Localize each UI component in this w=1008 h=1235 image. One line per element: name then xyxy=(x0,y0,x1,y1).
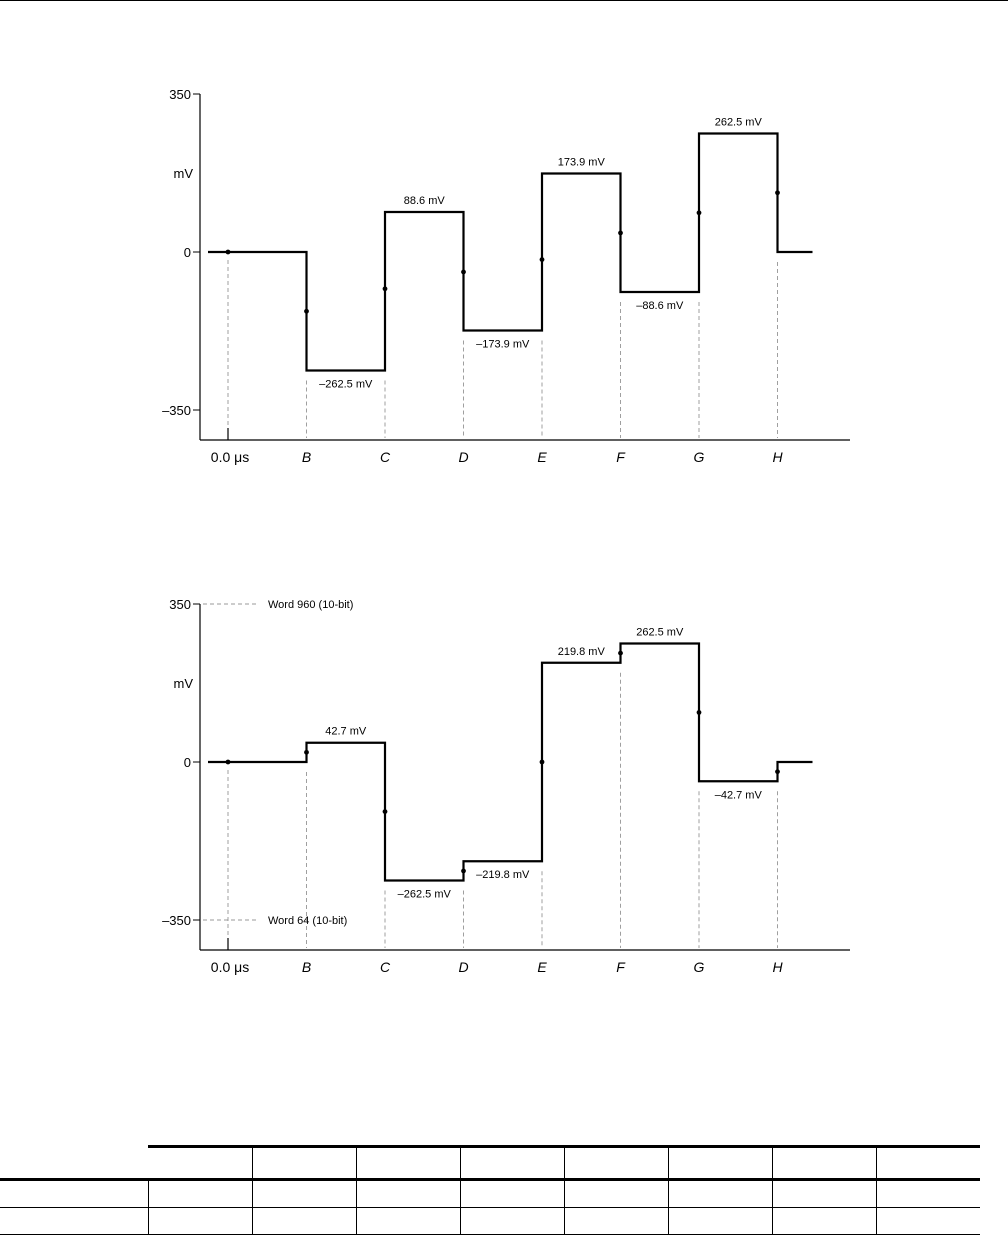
y-axis-label: mV xyxy=(173,166,193,181)
x-tick-label: 0.0 μs xyxy=(210,959,250,975)
level-label: 42.7 mV xyxy=(325,725,367,738)
sample-point xyxy=(226,250,231,255)
sample-point xyxy=(461,868,466,873)
table-cell xyxy=(252,1208,356,1235)
table-cell xyxy=(564,1208,668,1235)
sample-point xyxy=(540,760,545,765)
sample-point xyxy=(226,760,231,765)
table-cell xyxy=(668,1208,772,1235)
sample-point xyxy=(461,270,466,275)
page-top-rule xyxy=(0,0,1008,1)
level-label: –173.9 mV xyxy=(476,338,530,351)
y-tick-label: 350 xyxy=(169,87,191,102)
x-tick-label: G xyxy=(693,449,705,465)
x-tick-label: B xyxy=(301,449,312,465)
y-tick-label: –350 xyxy=(162,403,191,418)
table-cell xyxy=(564,1180,668,1208)
table-corner-cell xyxy=(0,1147,148,1180)
table-header-cell xyxy=(772,1147,876,1180)
y-axis-label: mV xyxy=(173,676,193,691)
y-tick-label: –350 xyxy=(162,913,191,928)
table-header-cell xyxy=(564,1147,668,1180)
table-cell xyxy=(460,1208,564,1235)
level-label: –262.5 mV xyxy=(319,378,373,391)
x-tick-label: C xyxy=(379,449,391,465)
table-row-label xyxy=(0,1180,148,1208)
x-tick-label: H xyxy=(772,449,783,465)
waveform-series xyxy=(208,134,813,371)
sample-point xyxy=(697,710,702,715)
x-tick-label: E xyxy=(537,959,547,975)
table-header-cell xyxy=(252,1147,356,1180)
x-tick-label: C xyxy=(379,959,391,975)
table-cell xyxy=(460,1180,564,1208)
sample-point xyxy=(304,309,309,314)
table-row xyxy=(0,1180,980,1208)
table-header-cell xyxy=(356,1147,460,1180)
table-header-cell xyxy=(148,1147,252,1180)
sample-point xyxy=(618,651,623,656)
level-label: 88.6 mV xyxy=(403,195,445,208)
sample-point xyxy=(383,809,388,814)
y-tick-label: 0 xyxy=(183,755,191,770)
level-label: 262.5 mV xyxy=(714,116,762,129)
x-tick-label: B xyxy=(301,959,312,975)
sample-point xyxy=(697,210,702,215)
reference-label: Word 64 (10-bit) xyxy=(268,915,348,927)
waveform-series xyxy=(208,644,813,881)
sample-point xyxy=(618,231,623,236)
sample-point xyxy=(383,286,388,291)
table-cell xyxy=(772,1208,876,1235)
level-label: –219.8 mV xyxy=(476,869,530,882)
x-tick-label: G xyxy=(693,959,705,975)
level-label: –262.5 mV xyxy=(397,888,451,901)
level-label: 173.9 mV xyxy=(557,156,605,169)
table-cell xyxy=(148,1180,252,1208)
table-header-cell xyxy=(668,1147,772,1180)
waveform-chart-bottom xyxy=(0,580,1008,1000)
y-tick-label: 0 xyxy=(183,245,191,260)
x-tick-label: D xyxy=(458,449,469,465)
level-label: 262.5 mV xyxy=(636,626,684,639)
level-label: –88.6 mV xyxy=(636,299,684,312)
y-tick-label: 350 xyxy=(169,597,191,612)
sample-point xyxy=(775,769,780,774)
values-table-container xyxy=(0,1145,976,1235)
table-cell xyxy=(772,1180,876,1208)
table-cell xyxy=(252,1180,356,1208)
x-tick-label: F xyxy=(616,449,625,465)
sample-point xyxy=(304,750,309,755)
level-label: 219.8 mV xyxy=(557,645,605,658)
table-header-cell xyxy=(460,1147,564,1180)
x-tick-label: F xyxy=(616,959,625,975)
table-cell xyxy=(876,1208,980,1235)
x-tick-label: E xyxy=(537,449,547,465)
table-cell xyxy=(148,1208,252,1235)
x-tick-label: 0.0 μs xyxy=(210,449,250,465)
sample-point xyxy=(540,257,545,262)
table-header-cell xyxy=(876,1147,980,1180)
table-row xyxy=(0,1208,980,1235)
level-label: –42.7 mV xyxy=(714,789,762,802)
table-header-row xyxy=(0,1147,980,1180)
values-table xyxy=(0,1145,980,1235)
x-tick-label: H xyxy=(772,959,783,975)
reference-label: Word 960 (10-bit) xyxy=(268,599,354,611)
table-cell xyxy=(356,1180,460,1208)
table-cell xyxy=(668,1180,772,1208)
table-cell xyxy=(876,1180,980,1208)
x-tick-label: D xyxy=(458,959,469,975)
table-cell xyxy=(356,1208,460,1235)
sample-point xyxy=(775,190,780,195)
table-row-label xyxy=(0,1208,148,1235)
waveform-chart-top xyxy=(0,70,1008,490)
